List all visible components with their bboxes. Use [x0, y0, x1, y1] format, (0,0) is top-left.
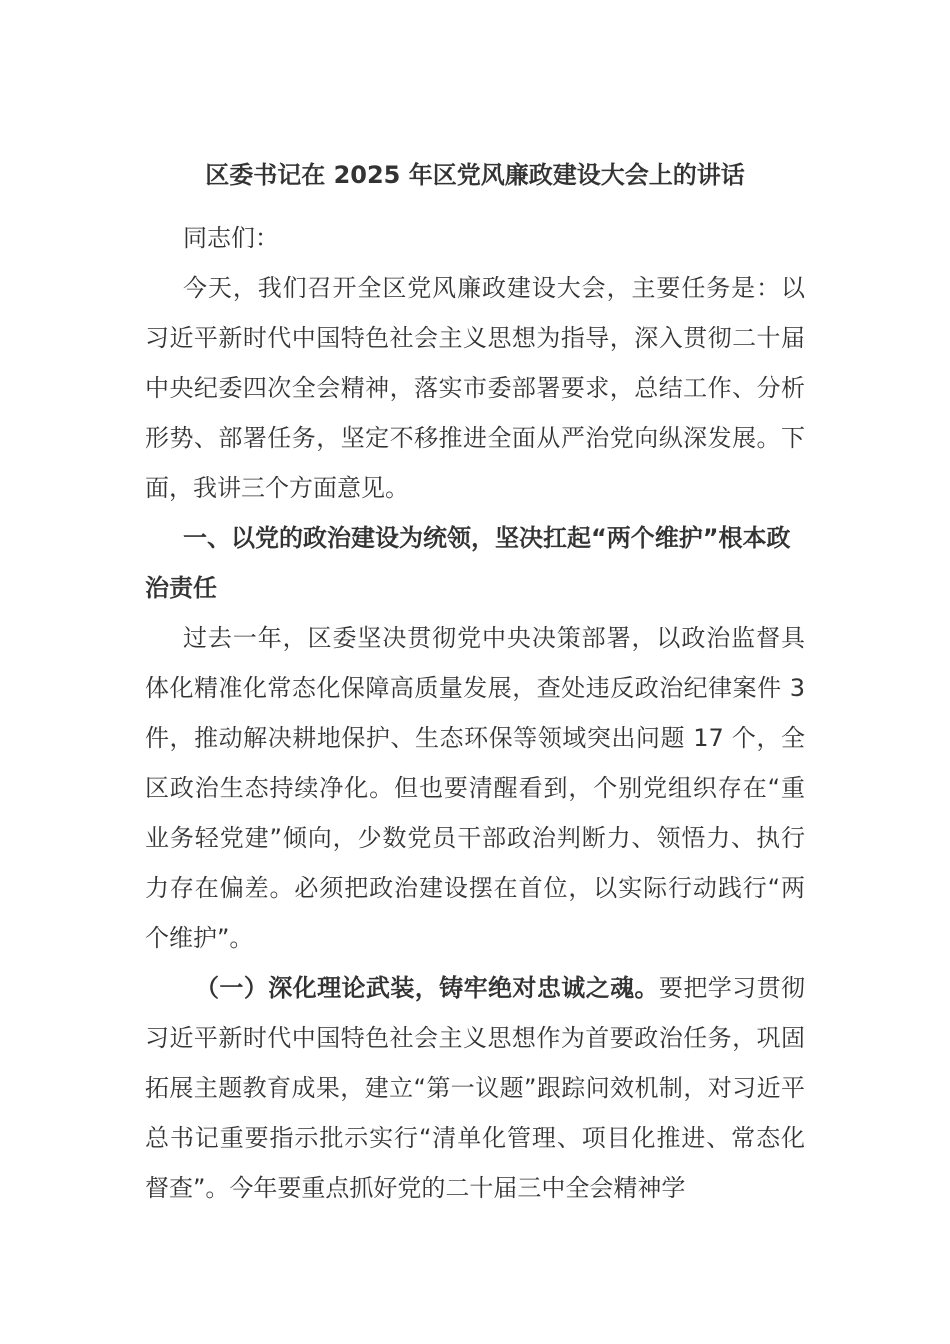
- subsection-1-paragraph: [145, 963, 805, 1213]
- subsection-1-text: 要把学习贯彻习近平新时代中国特色社会主义思想作为首要政治任务，巩固拓展主题教育成果，建立“第一议题”跟踪问效机制，对习近平总书记重要指示批示实行“清单化管理、项目化推进、常态化督查”。今年要重点抓好党的二十届三中全会精神学: [145, 974, 806, 1202]
- subsection-heading-1: （一）深化理论武装，铸牢绝对忠诚之魂。: [195, 974, 659, 1002]
- section-1-paragraph: 过去一年，区委坚决贯彻党中央决策部署，以政治监督具体化精准化常态化保障高质量发展，查处违反政治纪律案件 3 件，推动解决耕地保护、生态环保等领域突出问题 17 个，全区政治生态持续净化。但也要清醒看到，个别党组织存在“重业务轻党建”倾向，少数党员干部政治判断力、领悟力、执行力存在偏差。必须把政治建设摆在首位，以实际行动践行“两个维护”。: [145, 624, 805, 952]
- section-heading-1: 一、以党的政治建设为统领，坚决扛起“两个维护”根本政治责任: [145, 524, 791, 602]
- intro-paragraph: 今天，我们召开全区党风廉政建设大会，主要任务是：以习近平新时代中国特色社会主义思想为指导，深入贯彻二十届中央纪委四次全会精神，落实市委部署要求，总结工作、分析形势、部署任务，坚定不移推进全面从严治党向纵深发展。下面，我讲三个方面意见。: [145, 274, 805, 502]
- document-title: 区委书记在 2025 年区党风廉政建设大会上的讲话: [205, 161, 745, 189]
- salutation: 同志们：: [183, 224, 279, 252]
- document-body: [145, 213, 805, 1213]
